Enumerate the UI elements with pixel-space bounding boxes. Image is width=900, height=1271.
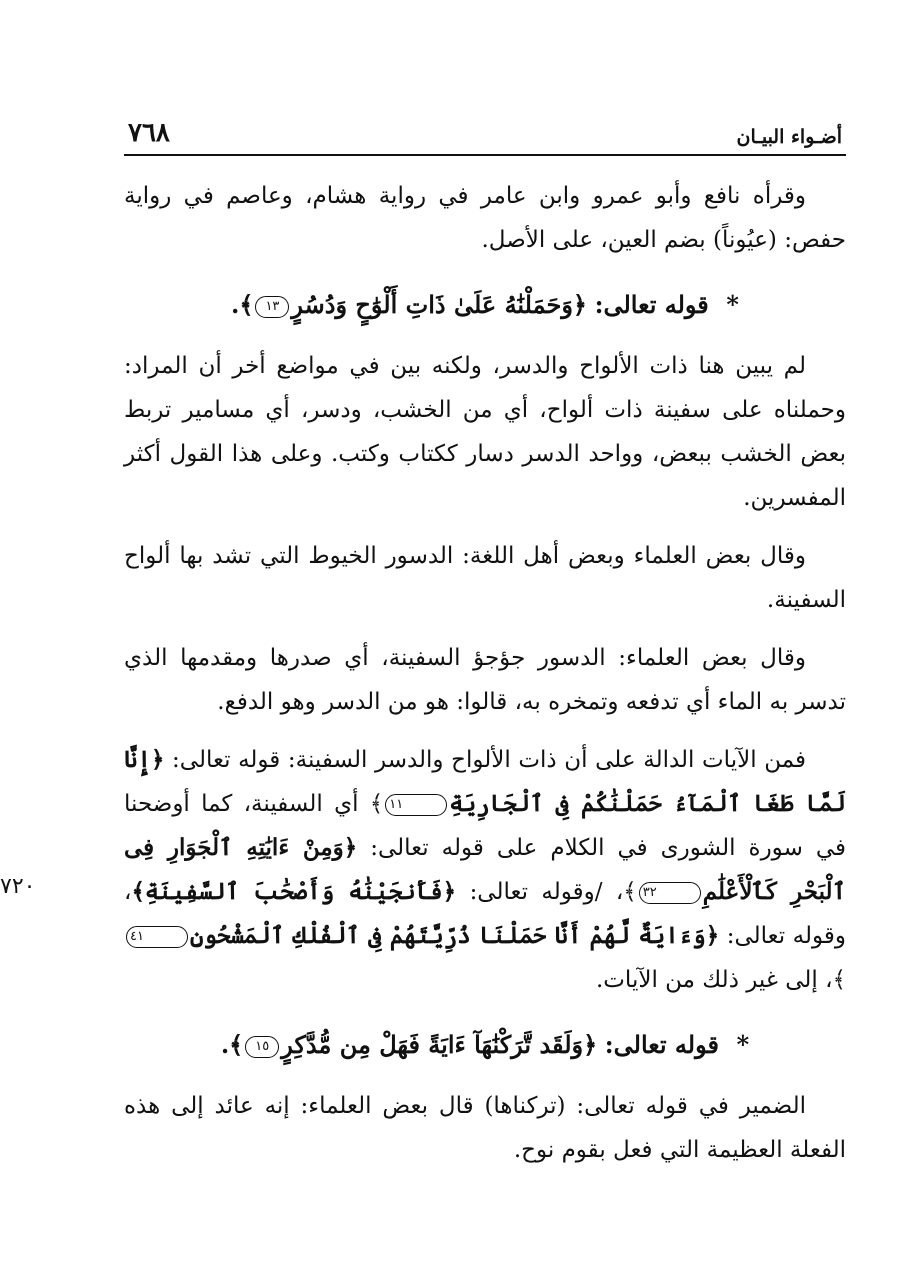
body-text: [0, 174, 847, 1172]
verse-number: ٣٢: [639, 882, 701, 904]
verse-close: ﴾.: [220, 1030, 244, 1059]
paragraph-reading: وقرأه نافع وأبو عمرو وابن عامر في رواية هشام، وعاصم في رواية حفص: (عيُوناً) بضم العين، على الأصل.: [124, 183, 846, 253]
paragraph-opinion-1: وقال بعض العلماء وبعض أهل اللغة: الدسور الخيوط التي تشد بها ألواح السفينة.: [124, 543, 846, 613]
heading-label: قوله تعالى:: [604, 1030, 719, 1059]
page-number: ٧٦٨: [128, 118, 170, 148]
running-header: [124, 108, 846, 156]
text-segment: ﴾، إلى غير ذلك من الآيات.: [595, 967, 846, 993]
quran-verse: ﴿وَءَايَةٌ لَّهُمْ أَنَّا حَمَلْنَا ذُرِّيَّتَهُمْ فِى ٱلْفُلْكِ ٱلْمَشْحُونِ: [189, 922, 720, 949]
verse-number: ١٣: [255, 296, 289, 318]
heading-star: *: [726, 290, 739, 319]
quran-verse: ﴿فَأَنجَيْنَٰهُ وَأَصْحَٰبَ ٱلسَّفِينَةِ﴾: [131, 878, 457, 905]
paragraph-explanation: لم يبين هنا ذات الألواح والدسر، ولكنه بين في مواضع أخر أن المراد: وحملناه على سفينة ذات ألواح، أي من الخشب، ودسر، أي مسامير تربط بعض الخشب ببعض، وواحد الدسر دسار ككتاب وكتب. وعلى هذا القول أكثر المفسرين.: [124, 353, 846, 511]
verse-heading-13: [124, 282, 846, 328]
paragraph-pronoun: الضمير في قوله تعالى: (تركناها) قال بعض العلماء: إنه عائد إلى هذه الفعلة العظيمة التي فعل بقوم نوح.: [124, 1093, 846, 1163]
quran-verse: ﴿وَمِنْ ءَايَٰتِهِ ٱلْجَوَارِ فِى ٱلْبَحْرِ كَٱلْأَعْلَٰمِ: [124, 834, 847, 905]
verse-number: ١١: [385, 794, 447, 816]
quran-verse: ﴿إِنَّا لَمَّا طَغَا ٱلْمَآءُ حَمَلْنَٰكُمْ فِى ٱلْجَارِيَةِ: [124, 746, 846, 817]
verse-close: ﴾.: [231, 290, 254, 319]
text-segment: ﴾، /وقوله تعالى:: [469, 879, 637, 905]
text-segment: فمن الآيات الدالة على أن ذات الألواح والدسر السفينة: قوله تعالى:: [172, 747, 807, 773]
paragraph-opinion-2: وقال بعض العلماء: الدسور جؤجؤ السفينة، أي صدرها ومقدمها الذي تدسر به الماء أي تدفعه وتمخره به، قالوا: هو من الدسر وهو الدفع.: [124, 645, 846, 715]
verse-number: ٤١: [126, 926, 188, 948]
book-title: أضـواء البيـان: [736, 126, 842, 148]
verse-heading-15: [124, 1022, 846, 1068]
text-segment: ، وقوله تعالى:: [124, 879, 846, 949]
quran-verse: ﴿وَلَقَد تَّرَكْنَٰهَآ ءَايَةً فَهَلْ مِن مُّدَّكِرٍ: [281, 1030, 598, 1059]
heading-label: قوله تعالى:: [594, 290, 709, 319]
verse-number: ١٥: [245, 1036, 279, 1058]
text-segment: ﴾ أي السفينة، كما أوضحنا في سورة الشورى في الكلام على قوله تعالى:: [124, 791, 846, 861]
margin-page-reference: ٧٢٠: [0, 874, 36, 899]
document-page: [0, 108, 847, 1228]
paragraph-verses-evidence: [124, 738, 846, 1002]
heading-star: *: [736, 1030, 750, 1059]
quran-verse: ﴿وَحَمَلْنَٰهُ عَلَىٰ ذَاتِ أَلْوَٰحٍ وَدُسُرٍ: [291, 290, 587, 319]
